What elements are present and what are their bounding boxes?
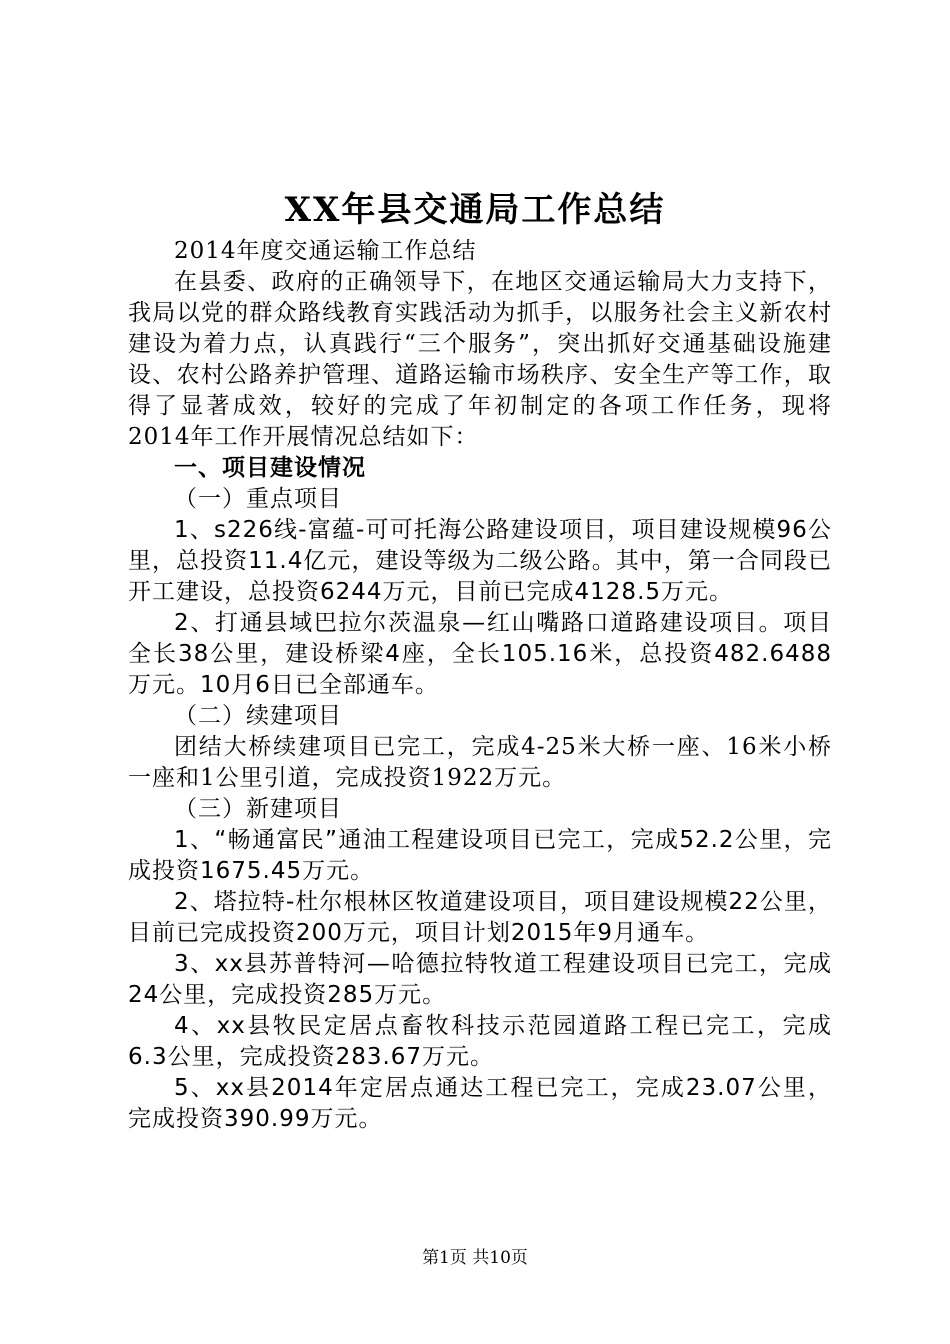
heading-project-construction: 一、项目建设情况 bbox=[174, 455, 366, 481]
page-footer: 第1页 共10页 bbox=[422, 1248, 528, 1268]
paragraph-continued-project: 团结大桥续建项目已完工，完成4-25米大桥一座、16米小桥一座和1公里引道，完成投资1922万元。 bbox=[128, 734, 832, 791]
heading-new-projects: （三）新建项目 bbox=[174, 796, 342, 822]
document-title: XX年县交通局工作总结 bbox=[284, 190, 666, 230]
paragraph-subtitle: 2014年度交通运输工作总结 bbox=[174, 238, 477, 264]
paragraph-key-project-1: 1、s226线-富蕴-可可托海公路建设项目，项目建设规模96公里，总投资11.4亿元，建设等级为二级公路。其中，第一合同段已开工建设，总投资6244万元，目前已完成4128.5万元。 bbox=[128, 517, 832, 605]
heading-key-projects: （一）重点项目 bbox=[174, 486, 342, 512]
paragraph-new-project-4: 4、xx县牧民定居点畜牧科技示范园道路工程已完工，完成6.3公里，完成投资283.67万元。 bbox=[128, 1013, 832, 1070]
paragraph-new-project-5: 5、xx县2014年定居点通达工程已完工，完成23.07公里，完成投资390.99万元。 bbox=[128, 1075, 832, 1132]
paragraph-new-project-2: 2、塔拉特-杜尔根林区牧道建设项目，项目建设规模22公里，目前已完成投资200万元，项目计划2015年9月通车。 bbox=[128, 889, 832, 946]
document-body bbox=[128, 236, 832, 1135]
paragraph-new-project-3: 3、xx县苏普特河—哈德拉特牧道工程建设项目已完工，完成24公里，完成投资285万元。 bbox=[128, 951, 832, 1008]
paragraph-key-project-2: 2、打通县域巴拉尔茨温泉—红山嘴路口道路建设项目。项目全长38公里，建设桥梁4座，全长105.16米，总投资482.6488万元。10月6日已全部通车。 bbox=[128, 610, 832, 698]
paragraph-intro: 在县委、政府的正确领导下，在地区交通运输局大力支持下，我局以党的群众路线教育实践活动为抓手，以服务社会主义新农村建设为着力点，认真践行“三个服务”，突出抓好交通基础设施建设、农村公路养护管理、道路运输市场秩序、安全生产等工作，取得了显著成效，较好的完成了年初制定的各项工作任务，现将2014年工作开展情况总结如下： bbox=[128, 269, 832, 450]
paragraph-new-project-1: 1、“畅通富民”通油工程建设项目已完工，完成52.2公里，完成投资1675.45万元。 bbox=[128, 827, 832, 884]
heading-continued-projects: （二）续建项目 bbox=[174, 703, 342, 729]
